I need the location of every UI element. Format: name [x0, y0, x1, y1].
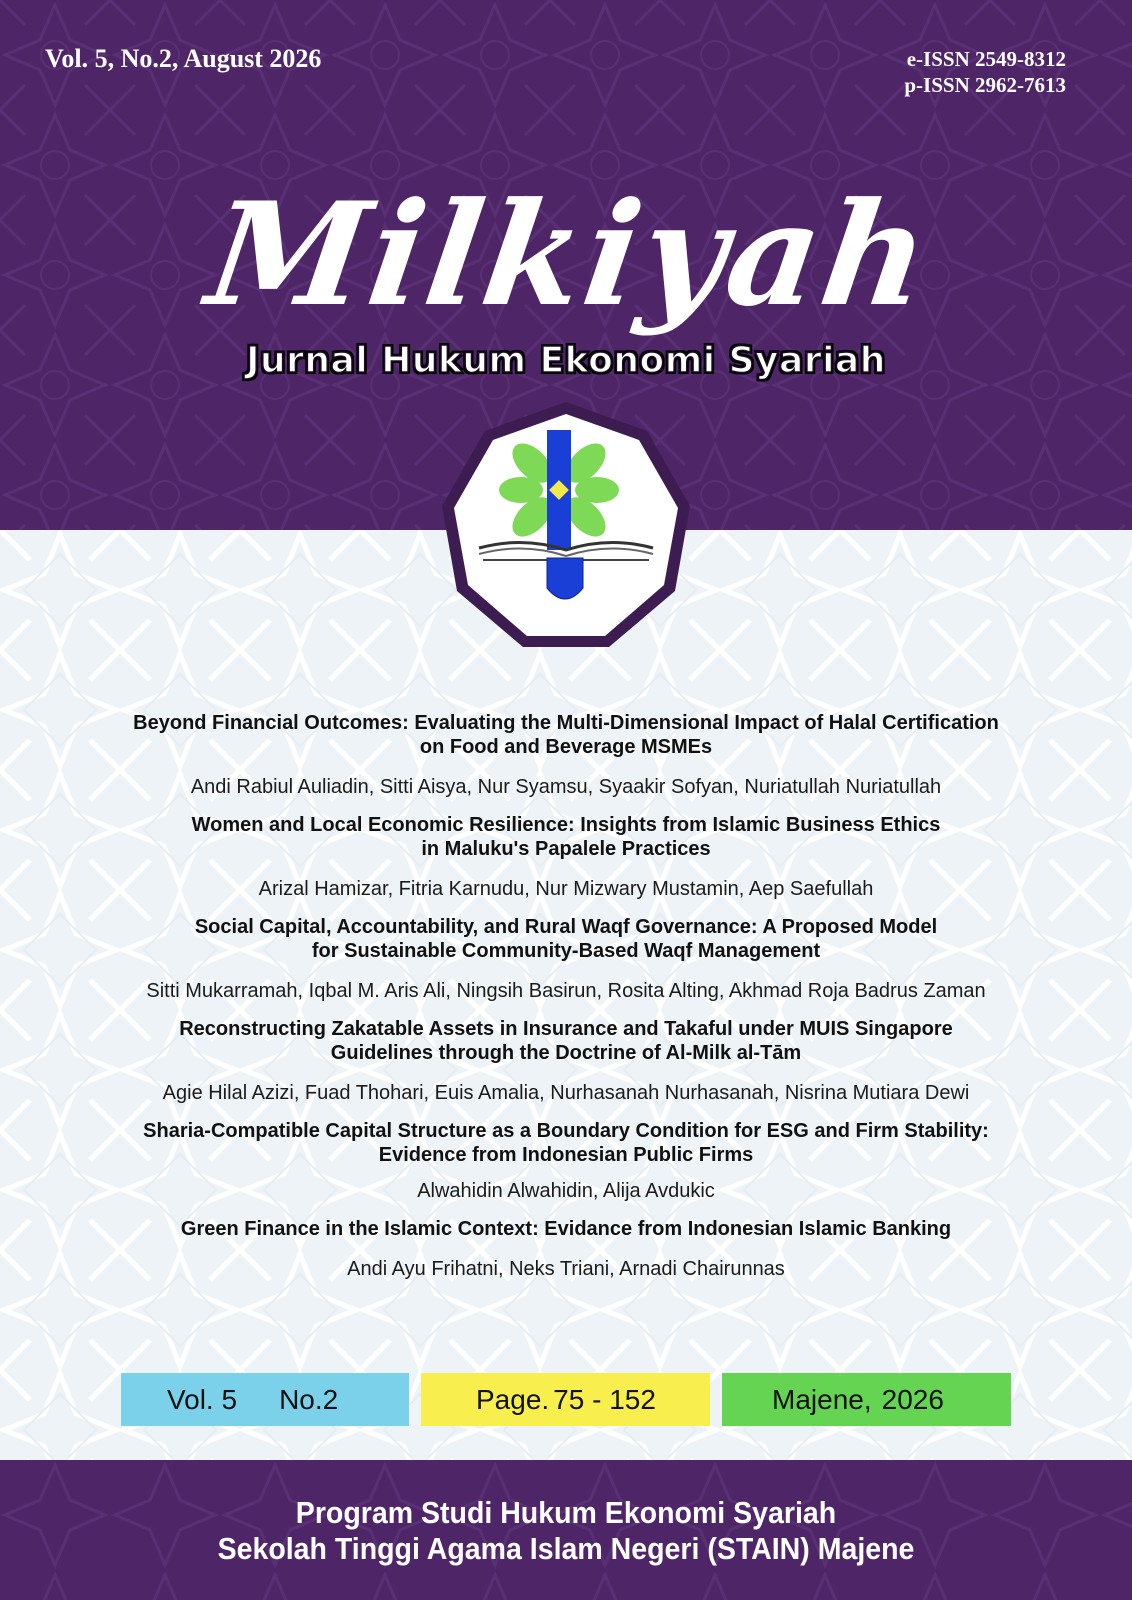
issn-block [904, 46, 1066, 98]
e-issn: e-ISSN 2549-8312 [906, 47, 1066, 71]
article-title: Social Capital, Accountability, and Rural Waqf Governance: A Proposed Model for Sustainable Community-Based Waqf Management [194, 916, 938, 962]
volume-label: Vol. 5 [167, 1383, 238, 1415]
article-authors: Andi Rabiul Auliadin, Sitti Aisya, Nur Syamsu, Syaakir Sofyan, Nuriatullah Nuriatullah [190, 776, 942, 798]
journal-subtitle: Jurnal Hukum Ekonomi Syariah [246, 340, 886, 381]
article-title: Green Finance in the Islamic Context: Evidance from Indonesian Islamic Banking [180, 1218, 952, 1240]
list-item [80, 711, 1052, 799]
list-item [80, 1217, 1052, 1281]
publisher-line-2: Sekolah Tinggi Agama Islam Negeri (STAIN) Majene [217, 1531, 915, 1566]
list-item [80, 915, 1052, 1003]
journal-title: Milkiyah [198, 172, 942, 338]
list-item [80, 1119, 1052, 1203]
article-authors: Sitti Mukarramah, Iqbal M. Aris Ali, Ningsih Basirun, Rosita Alting, Akhmad Roja Badrus Zaman [146, 980, 986, 1002]
number-label: No.2 [279, 1383, 339, 1415]
page-box [421, 1373, 710, 1426]
publisher [45, 1495, 1086, 1567]
article-title: Sharia-Compatible Capital Structure as a Boundary Condition for ESG and Firm Stability: Evidence from Indonesian Public Firms [143, 1120, 989, 1166]
article-authors: Arizal Hamizar, Fitria Karnudu, Nur Mizwary Mustamin, Aep Saefullah [258, 878, 874, 900]
article-list [80, 711, 1052, 1295]
article-title: Reconstructing Zakatable Assets in Insurance and Takaful under MUIS Singapore Guidelines through the Doctrine of Al-Milk al-Tām [179, 1018, 953, 1064]
article-title: Women and Local Economic Resilience: Insights from Islamic Business Ethics in Maluku's Papalele Practices [191, 814, 941, 860]
article-title: Beyond Financial Outcomes: Evaluating the Multi-Dimensional Impact of Halal Certification on Food and Beverage MSMEs [133, 712, 999, 758]
p-issn: p-ISSN 2962-7613 [904, 73, 1066, 97]
place-year-box [722, 1373, 1011, 1426]
volume-box [121, 1373, 409, 1426]
page-range: 75 - 152 [553, 1383, 656, 1415]
footer-band [0, 1460, 1132, 1600]
place-label: Majene, [772, 1383, 872, 1415]
article-authors: Agie Hilal Azizi, Fuad Thohari, Euis Amalia, Nurhasanah Nurhasanah, Nisrina Mutiara Dewi [162, 1082, 970, 1104]
issue-line: Vol. 5, No.2, August 2026 [45, 44, 322, 73]
article-authors: Andi Ayu Frihatni, Neks Triani, Arnadi Chairunnas [347, 1258, 785, 1280]
list-item [80, 1017, 1052, 1105]
article-authors: Alwahidin Alwahidin, Alija Avdukic [417, 1180, 715, 1202]
flower-book-logo-icon [433, 398, 699, 664]
list-item [80, 813, 1052, 901]
year-label: 2026 [881, 1383, 944, 1415]
page-label: Page. [476, 1383, 550, 1415]
publisher-line-1: Program Studi Hukum Ekonomi Syariah [295, 1495, 837, 1530]
